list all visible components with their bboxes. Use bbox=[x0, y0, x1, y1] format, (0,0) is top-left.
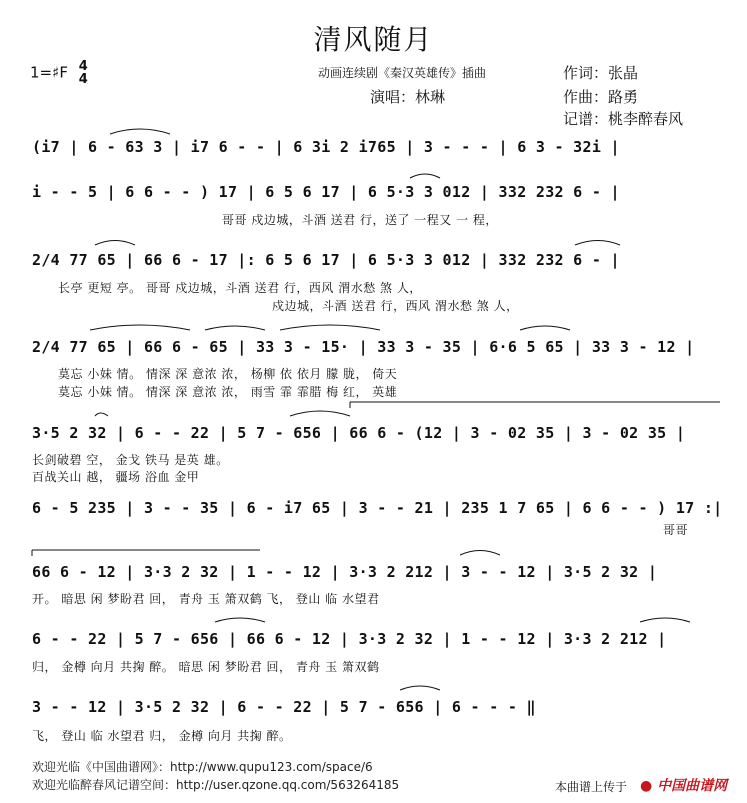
lyricist-credit: 作词：张晶 bbox=[563, 64, 639, 82]
score-line-2: i - - 5 | 6 6 - - ) 17 | 6 5 6 17 | 6 5·3 3 012 | 332 232 6 - | bbox=[32, 183, 620, 201]
score-line-1: (i7 | 6 - 63 3 | i7 6 - - | 6 3i 2 i765 | 3 - - - | 6 3 - 32i | bbox=[32, 138, 620, 156]
slur-mark bbox=[95, 241, 135, 246]
upload-note: 本曲谱上传于 bbox=[555, 780, 628, 794]
lyric-line-3a: 长亭 更短 亭。 哥哥 戍边城，斗酒 送君 行，西风 渭水愁 煞 人， bbox=[58, 281, 422, 295]
slur-mark bbox=[205, 326, 265, 330]
score-line-7: 66 6 - 12 | 3·3 2 32 | 1 - - 12 | 3·3 2 212 | 3 - - 12 | 3·5 2 32 | bbox=[32, 563, 658, 581]
score-line-6: 6 - 5 235 | 3 - - 35 | 6 - i7 65 | 3 - - 21 | 235 1 7 65 | 6 6 - - ) 17 :| bbox=[32, 499, 723, 517]
transcriber-credit: 记谱：桃李醉春风 bbox=[563, 110, 684, 128]
slur-mark bbox=[640, 618, 690, 622]
lyric-line-4a: 莫忘 小妹 情。 情深 深 意浓 浓， 杨柳 依 依月 朦 胧， 倚天 bbox=[58, 367, 398, 381]
lyric-line-7a: 开。 暗思 闲 梦盼君 回， 青舟 玉 箫双鹤 飞， 登山 临 水望君 bbox=[32, 592, 380, 606]
footer-link-2[interactable]: 欢迎光临醉春风记谱空间：http://user.qzone.qq.com/563264185 bbox=[32, 778, 400, 792]
logo-text: 中国曲谱网 bbox=[657, 778, 728, 794]
score-line-3: 2/4 77 65 | 66 6 - 17 |: 6 5 6 17 | 6 5·3 3 012 | 332 232 6 - | bbox=[32, 251, 620, 269]
subtitle: 动画连续剧《秦汉英雄传》插曲 bbox=[318, 66, 487, 80]
lyric-line-6a: 哥哥 bbox=[663, 523, 689, 537]
lyric-line-3b: 戍边城，斗酒 送君 行，西风 渭水愁 煞 人， bbox=[272, 299, 519, 313]
logo-icon: ● bbox=[640, 778, 653, 794]
slur-mark bbox=[290, 411, 350, 416]
composer-credit: 作曲：路勇 bbox=[563, 88, 639, 106]
slur-mark bbox=[110, 129, 170, 134]
lyric-line-2a: 哥哥 戍边城，斗酒 送君 行，送了 一程又 一 程， bbox=[222, 213, 498, 227]
slur-mark bbox=[215, 618, 265, 622]
time-sig-bottom: 4 bbox=[78, 72, 88, 87]
volta-bracket-2 bbox=[32, 550, 260, 556]
lyric-line-5a: 长剑破碧 空， 金戈 铁马 是英 雄。 bbox=[32, 453, 229, 467]
slur-mark bbox=[400, 686, 440, 690]
score-line-9: 3 - - 12 | 3·5 2 32 | 6 - - 22 | 5 7 - 656 | 6 - - - ‖ bbox=[32, 698, 536, 716]
slur-mark bbox=[95, 413, 108, 416]
site-logo[interactable] bbox=[640, 775, 727, 795]
slur-mark bbox=[575, 241, 620, 246]
slur-mark bbox=[280, 325, 380, 330]
song-title: 清风随月 bbox=[313, 23, 434, 56]
volta-bracket-1 bbox=[350, 402, 720, 408]
slur-mark bbox=[520, 326, 570, 330]
key-label: 1=♯F bbox=[30, 63, 68, 82]
lyric-line-9a: 飞， 登山 临 水望君 归， 金樽 向月 共掬 醉。 bbox=[32, 729, 292, 743]
score-line-8: 6 - - 22 | 5 7 - 656 | 66 6 - 12 | 3·3 2 32 | 1 - - 12 | 3·3 2 212 | bbox=[32, 630, 667, 648]
score-line-5: 3·5 2 32 | 6 - - 22 | 5 7 - 656 | 66 6 - (12 | 3 - 02 35 | 3 - 02 35 | bbox=[32, 424, 686, 442]
slur-mark bbox=[90, 325, 190, 330]
time-sig-top: 4 bbox=[78, 59, 88, 74]
lyric-line-8a: 归， 金樽 向月 共掬 醉。 暗思 闲 梦盼君 回， 青舟 玉 箫双鹤 bbox=[32, 660, 380, 674]
score-line-4: 2/4 77 65 | 66 6 - 65 | 33 3 - 15· | 33 3 - 35 | 6·6 5 65 | 33 3 - 12 | bbox=[32, 338, 695, 356]
lyric-line-5b: 百战关山 越， 疆场 浴血 金甲 bbox=[32, 470, 200, 484]
singer-credit: 演唱：林琳 bbox=[370, 88, 446, 106]
slur-mark bbox=[410, 174, 440, 178]
footer-link-1[interactable]: 欢迎光临《中国曲谱网》：http://www.qupu123.com/space/6 bbox=[32, 760, 373, 774]
slur-mark bbox=[460, 551, 500, 556]
lyric-line-4b: 莫忘 小妹 情。 情深 深 意浓 浓， 雨雪 霏 霏腊 梅 红， 英雄 bbox=[58, 385, 398, 399]
